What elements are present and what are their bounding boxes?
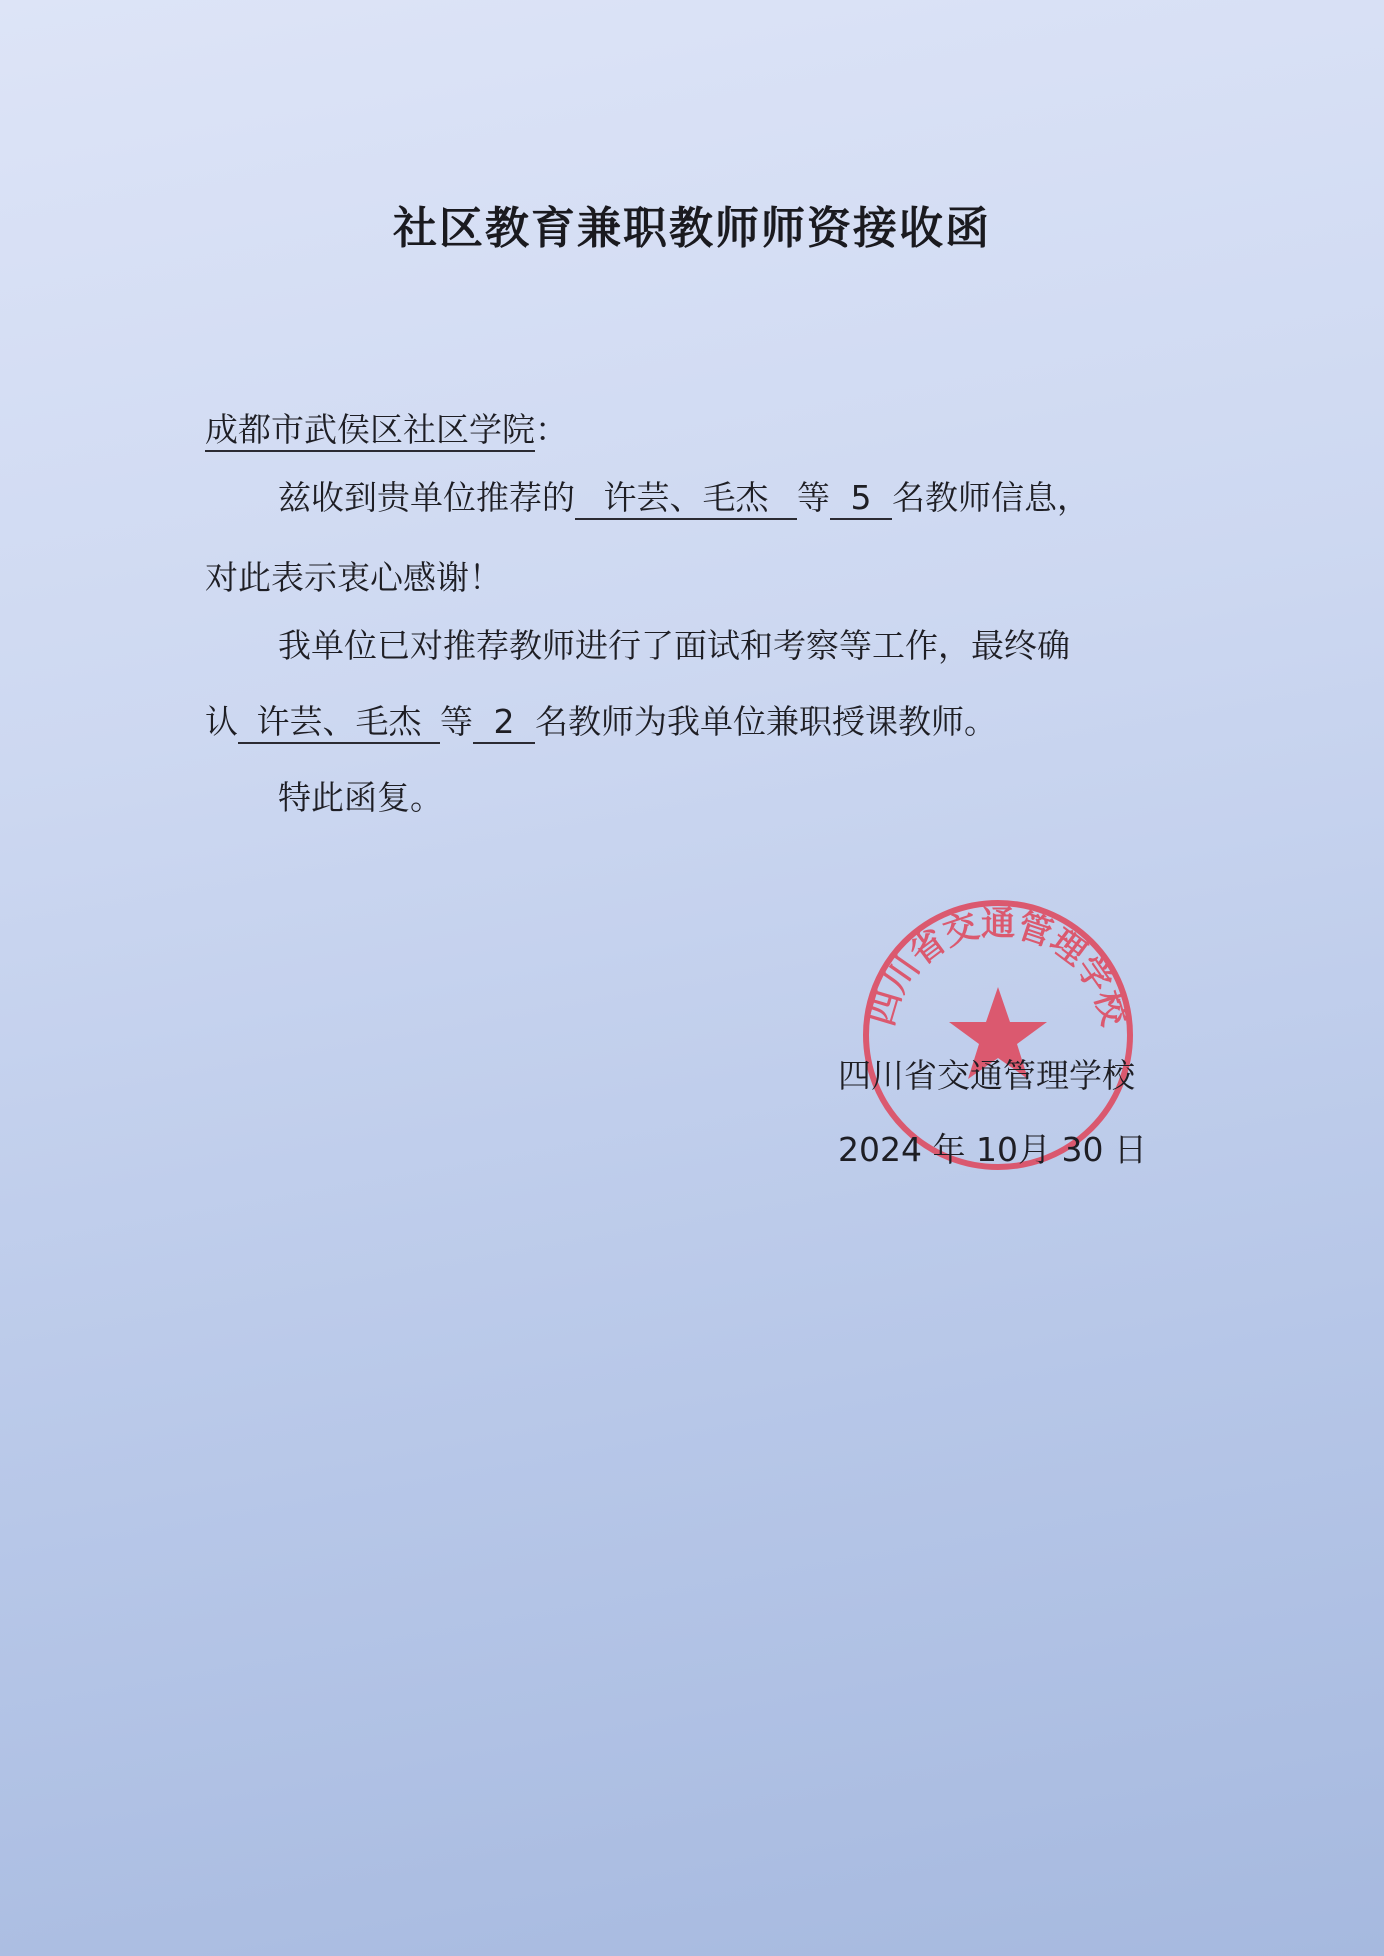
closing-line: 特此函复。 [278,778,443,817]
para2-prefix: 认 [205,702,238,741]
seal-text: 四川省交通管理学校 [861,904,1135,1031]
letter-title: 社区教育兼职教师师资接收函 [393,203,991,254]
signature-organization: 四川省交通管理学校 [838,1056,1135,1095]
paragraph-1-line-2: 对此表示衷心感谢！ [205,558,502,597]
addressee-line [205,408,568,452]
date-month-unit: 月 [1017,1130,1051,1169]
para1-mid: 等 [797,478,830,517]
signature-date [838,1128,1147,1172]
accepted-count: 2 [473,702,535,744]
date-day-unit: 日 [1113,1130,1147,1169]
date-year: 2024 [838,1130,922,1169]
para2-mid: 等 [440,702,473,741]
paragraph-2-line-1: 我单位已对推荐教师进行了面试和考察等工作，最终确 [278,626,1070,665]
date-day: 30 [1061,1130,1104,1169]
addressee: 成都市武侯区社区学院 [205,410,535,452]
paragraph-2-line-2 [205,700,997,744]
recommended-count: 5 [830,478,892,520]
accepted-names: 许芸、毛杰 [238,702,440,744]
para2-suffix: 名教师为我单位兼职授课教师。 [535,702,997,741]
addressee-colon: ： [535,410,568,449]
paragraph-1-line-1 [278,476,1090,520]
recommended-names: 许芸、毛杰 [575,478,797,520]
para1-suffix: 名教师信息， [892,478,1090,517]
para1-prefix: 兹收到贵单位推荐的 [278,478,575,517]
date-month: 10 [975,1130,1018,1169]
date-year-unit: 年 [932,1130,966,1169]
